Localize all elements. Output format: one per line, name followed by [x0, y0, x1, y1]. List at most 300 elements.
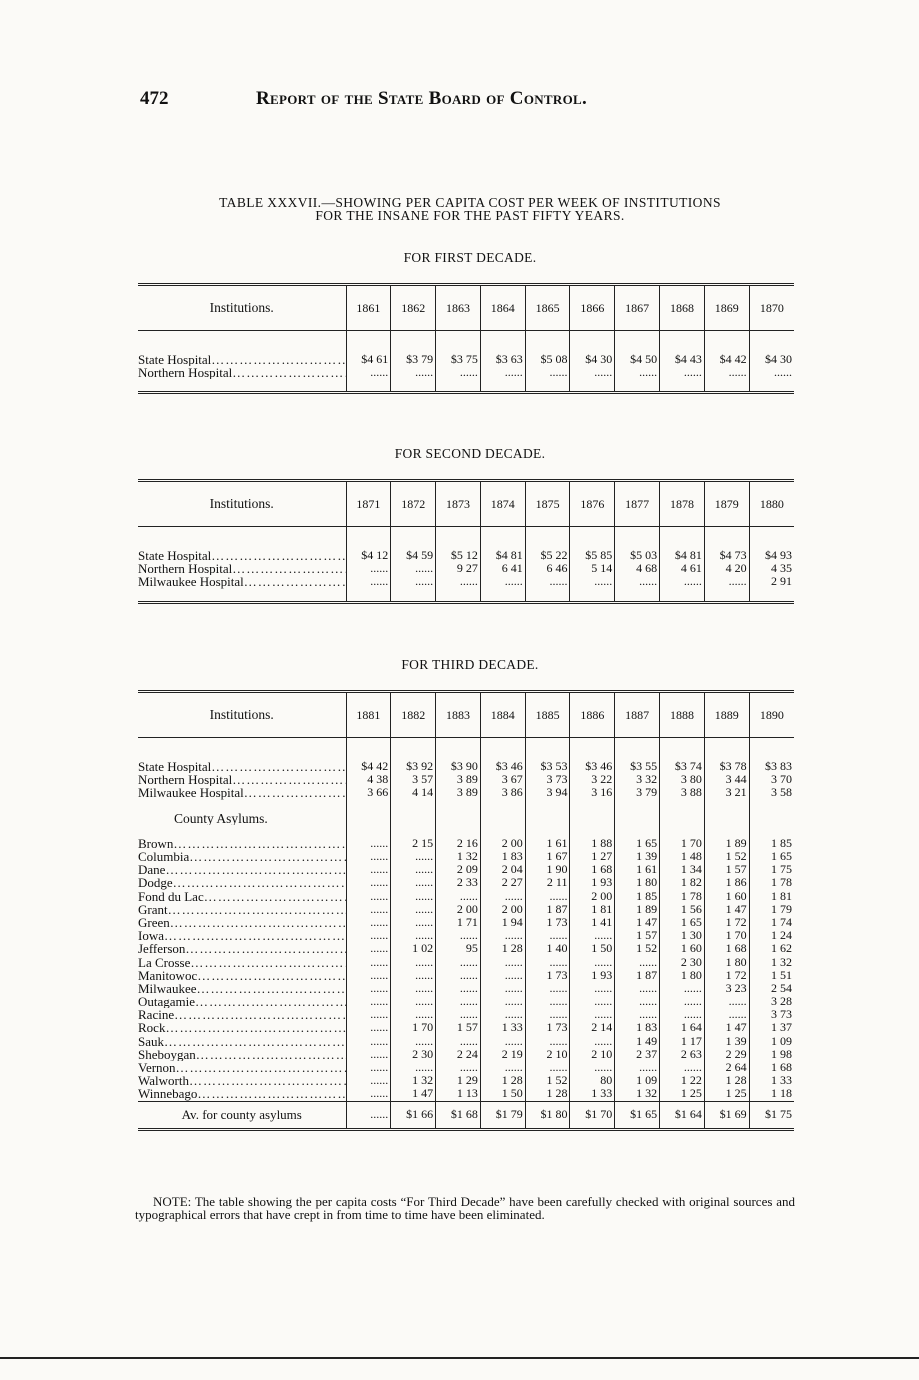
- cost-cell: 1 72: [704, 916, 749, 929]
- spacer-cell: [525, 379, 570, 393]
- cost-cell: 1 85: [615, 890, 660, 903]
- cost-cell: $4 81: [480, 549, 525, 562]
- cost-cell: $3 90: [436, 760, 481, 773]
- year-header: 1889: [704, 692, 749, 738]
- leader-dots: [174, 1008, 346, 1021]
- spacer-cell: [525, 331, 570, 354]
- table-row: [138, 876, 794, 889]
- cost-cell: 1 85: [749, 837, 794, 850]
- bottom-rule-cell: [138, 393, 794, 403]
- cost-cell: 2 09: [436, 863, 481, 876]
- spacer-cell: [615, 331, 660, 354]
- cost-cell: ......: [391, 890, 436, 903]
- average-cell: $1 68: [436, 1101, 481, 1129]
- cost-cell: 1 67: [525, 850, 570, 863]
- spacer-cell: [480, 589, 525, 603]
- cost-cell: 1 34: [660, 863, 705, 876]
- year-header: 1862: [391, 285, 436, 331]
- table-row: [138, 366, 794, 379]
- table-bottom-rule: [138, 602, 794, 612]
- cost-cell: 3 89: [436, 786, 481, 799]
- table-row: [138, 995, 794, 1008]
- cost-cell: ......: [436, 955, 481, 968]
- cost-cell: $3 92: [391, 760, 436, 773]
- spacer-cell: [480, 800, 525, 812]
- spacer-cell: [436, 589, 481, 603]
- header-row: [138, 692, 794, 738]
- cost-cell: 3 73: [525, 773, 570, 786]
- cost-cell: $4 43: [660, 353, 705, 366]
- cost-cell: 4 61: [660, 562, 705, 575]
- year-header: 1879: [704, 481, 749, 527]
- cost-cell: ......: [346, 929, 391, 942]
- cost-cell: 1 32: [391, 1074, 436, 1087]
- cost-cell: ......: [704, 366, 749, 379]
- cost-cell: 2 30: [660, 955, 705, 968]
- blank-cell: [615, 812, 660, 825]
- cost-cell: $4 81: [660, 549, 705, 562]
- institution-label: Manitowoc: [138, 968, 198, 982]
- column-header-institutions: Institutions.: [209, 707, 274, 722]
- cost-cell: 1 73: [525, 1021, 570, 1034]
- spacer-cell: [704, 379, 749, 393]
- cost-cell: 1 65: [615, 837, 660, 850]
- table-caption: [130, 196, 810, 222]
- spacer-cell: [704, 800, 749, 812]
- cost-cell: 2 63: [660, 1048, 705, 1061]
- cost-cell: 3 73: [749, 1008, 794, 1021]
- leader-dots: [190, 955, 346, 968]
- spacer-cell: [749, 800, 794, 812]
- cost-cell: 1 47: [391, 1087, 436, 1101]
- leader-dots: [168, 903, 346, 916]
- spacer-cell: [660, 527, 705, 550]
- cost-cell: $5 08: [525, 353, 570, 366]
- spacer-cell: [346, 825, 391, 837]
- institution-label: State Hospital: [138, 549, 212, 563]
- leader-dots: [189, 1074, 346, 1087]
- cost-cell: 1 68: [749, 1061, 794, 1074]
- cost-cell: ......: [570, 1008, 615, 1021]
- cost-cell: 1 64: [660, 1021, 705, 1034]
- cost-cell: 1 28: [480, 942, 525, 955]
- spacer-cell: [660, 825, 705, 837]
- cost-cell: $4 42: [346, 760, 391, 773]
- average-cell: $1 66: [391, 1101, 436, 1129]
- spacer-cell: [749, 738, 794, 761]
- institution-label: Fond du Lac: [138, 889, 204, 903]
- year-header: 1882: [391, 692, 436, 738]
- page-header: [140, 88, 800, 116]
- caption-line-2: FOR THE INSANE FOR THE PAST FIFTY YEARS.: [315, 208, 625, 223]
- cost-cell: 1 62: [749, 942, 794, 955]
- spacer-cell: [346, 331, 391, 354]
- spacer-cell: [480, 379, 525, 393]
- cost-cell: 1 47: [615, 916, 660, 929]
- spacer-row: [138, 379, 794, 393]
- leader-dots: [165, 863, 346, 876]
- table-bottom-rule: [138, 393, 794, 403]
- institution-label: La Crosse: [138, 955, 191, 969]
- cost-cell: ......: [480, 575, 525, 588]
- cost-cell: ......: [436, 1061, 481, 1074]
- cost-cell: ......: [704, 575, 749, 588]
- cost-cell: ......: [480, 969, 525, 982]
- cost-cell: ......: [615, 982, 660, 995]
- header-row: [138, 285, 794, 331]
- cost-cell: 3 21: [704, 786, 749, 799]
- institution-name: [138, 1087, 346, 1101]
- cost-cell: ......: [346, 562, 391, 575]
- spacer-cell: [346, 738, 391, 761]
- table-row: [138, 929, 794, 942]
- cost-cell: 2 91: [749, 575, 794, 588]
- spacer-cell: [704, 738, 749, 761]
- cost-cell: 1 79: [749, 903, 794, 916]
- table-row: [138, 903, 794, 916]
- cost-cell: $4 50: [615, 353, 660, 366]
- spacer-cell: [704, 527, 749, 550]
- cost-cell: 1 32: [749, 955, 794, 968]
- spacer-cell: [138, 589, 346, 603]
- cost-cell: 1 83: [615, 1021, 660, 1034]
- cost-cell: $3 75: [436, 353, 481, 366]
- average-label: Av. for county asylums: [138, 1101, 346, 1129]
- cost-cell: ......: [480, 366, 525, 379]
- second-decade-heading: FOR SECOND DECADE.: [394, 446, 546, 461]
- leader-dots: [196, 1048, 346, 1061]
- cost-cell: 1 80: [660, 969, 705, 982]
- cost-cell: ......: [391, 1008, 436, 1021]
- spacer-cell: [749, 379, 794, 393]
- cost-cell: 1 02: [391, 942, 436, 955]
- subheading-row: [138, 812, 794, 825]
- average-cell: ......: [346, 1101, 391, 1129]
- institution-name: [138, 1021, 346, 1034]
- leader-dots: [211, 549, 346, 562]
- cost-cell: 1 39: [704, 1035, 749, 1048]
- table-row: [138, 982, 794, 995]
- spacer-row: [138, 331, 794, 354]
- institution-label: Northern Hospital: [138, 562, 233, 576]
- cost-cell: 1 48: [660, 850, 705, 863]
- cost-cell: ......: [704, 995, 749, 1008]
- cost-cell: ......: [525, 995, 570, 1008]
- cost-cell: ......: [346, 575, 391, 588]
- leader-dots: [173, 876, 346, 889]
- county-asylums-subheading: County Asylums.: [174, 811, 268, 825]
- spacer-cell: [570, 527, 615, 550]
- cost-cell: $4 73: [704, 549, 749, 562]
- table-row: [138, 863, 794, 876]
- cost-cell: 1 60: [660, 942, 705, 955]
- spacer-cell: [391, 527, 436, 550]
- leader-dots: [232, 366, 346, 379]
- footnote-text: NOTE: The table showing the per capita costs “For Third Decade” have been carefully checked with original sources and typographical errors that have crept in from time to time have been eliminated.: [135, 1194, 795, 1222]
- blank-cell: [749, 812, 794, 825]
- cost-cell: 1 33: [480, 1021, 525, 1034]
- cost-cell: 2 00: [436, 903, 481, 916]
- cost-cell: 6 46: [525, 562, 570, 575]
- leader-dots: [244, 786, 346, 799]
- cost-cell: ......: [346, 890, 391, 903]
- spacer-cell: [615, 800, 660, 812]
- leader-dots: [195, 995, 346, 1008]
- cost-cell: 3 66: [346, 786, 391, 799]
- cost-cell: 1 61: [615, 863, 660, 876]
- cost-cell: 1 33: [749, 1074, 794, 1087]
- cost-cell: 3 44: [704, 773, 749, 786]
- institution-name: [138, 1035, 346, 1048]
- leader-dots: [232, 773, 346, 786]
- cost-cell: $3 83: [749, 760, 794, 773]
- cost-cell: ......: [615, 1061, 660, 1074]
- cost-cell: ......: [615, 1008, 660, 1021]
- cost-cell: ......: [436, 969, 481, 982]
- cost-cell: 3 94: [525, 786, 570, 799]
- cost-cell: 1 88: [570, 837, 615, 850]
- cost-cell: 1 57: [704, 863, 749, 876]
- cost-cell: $4 93: [749, 549, 794, 562]
- year-header: 1868: [660, 285, 705, 331]
- cost-cell: $3 46: [570, 760, 615, 773]
- cost-cell: 2 15: [391, 837, 436, 850]
- cost-cell: ......: [346, 1008, 391, 1021]
- cost-cell: 1 87: [525, 903, 570, 916]
- institution-name: [138, 549, 346, 562]
- spacer-cell: [704, 331, 749, 354]
- institution-label: Milwaukee Hospital: [138, 786, 244, 800]
- table-row: [138, 850, 794, 863]
- cost-cell: 1 56: [660, 903, 705, 916]
- cost-cell: ......: [525, 1035, 570, 1048]
- cost-cell: ......: [346, 1021, 391, 1034]
- spacer-cell: [346, 589, 391, 603]
- cost-cell: ......: [480, 890, 525, 903]
- institution-label: State Hospital: [138, 353, 212, 367]
- cost-cell: $3 74: [660, 760, 705, 773]
- institution-name: [138, 969, 346, 982]
- cost-cell: 1 40: [525, 942, 570, 955]
- cost-cell: 2 33: [436, 876, 481, 889]
- cost-cell: 1 47: [704, 1021, 749, 1034]
- cost-cell: 1 90: [525, 863, 570, 876]
- spacer-cell: [436, 738, 481, 761]
- cost-cell: ......: [391, 366, 436, 379]
- cost-cell: ......: [346, 366, 391, 379]
- institution-label: Grant: [138, 902, 168, 916]
- spacer-cell: [615, 527, 660, 550]
- leader-dots: [173, 837, 346, 850]
- year-header: 1887: [615, 692, 660, 738]
- spacer-cell: [570, 738, 615, 761]
- spacer-cell: [525, 589, 570, 603]
- cost-cell: ......: [480, 1061, 525, 1074]
- cost-cell: ......: [525, 575, 570, 588]
- cost-cell: 1 68: [704, 942, 749, 955]
- caption-line-1: TABLE XXXVII.—SHOWING PER CAPITA COST PER WEEK OF INSTITUTIONS: [219, 195, 721, 210]
- year-header: 1874: [480, 481, 525, 527]
- spacer-cell: [391, 589, 436, 603]
- spacer-cell: [525, 825, 570, 837]
- footnote: [135, 1195, 795, 1221]
- cost-cell: 2 14: [570, 1021, 615, 1034]
- year-header: 1866: [570, 285, 615, 331]
- spacer-cell: [749, 331, 794, 354]
- cost-cell: 1 57: [615, 929, 660, 942]
- spacer-cell: [480, 738, 525, 761]
- bottom-rule-cell: [138, 1129, 794, 1139]
- cost-cell: 1 28: [480, 1074, 525, 1087]
- cost-cell: 3 23: [704, 982, 749, 995]
- spacer-cell: [346, 527, 391, 550]
- cost-cell: 1 28: [525, 1087, 570, 1101]
- institution-name: [138, 562, 346, 575]
- cost-cell: 1 80: [704, 955, 749, 968]
- spacer-cell: [570, 379, 615, 393]
- institution-label: Columbia: [138, 849, 190, 864]
- spacer-cell: [749, 589, 794, 603]
- cost-cell: 1 70: [660, 837, 705, 850]
- cost-cell: 1 65: [749, 850, 794, 863]
- cost-cell: ......: [346, 863, 391, 876]
- institution-label: Winnebago: [138, 1087, 198, 1101]
- leader-dots: [197, 1087, 346, 1101]
- cost-cell: $3 46: [480, 760, 525, 773]
- blank-cell: [346, 812, 391, 825]
- cost-cell: 1 82: [660, 876, 705, 889]
- cost-cell: 2 00: [570, 890, 615, 903]
- institution-label: Dodge: [138, 876, 173, 890]
- spacer-cell: [660, 800, 705, 812]
- cost-cell: ......: [436, 366, 481, 379]
- institution-name: [138, 929, 346, 942]
- cost-cell: 4 20: [704, 562, 749, 575]
- cost-cell: 3 32: [615, 773, 660, 786]
- leader-dots: [170, 916, 346, 929]
- spacer-row: [138, 527, 794, 550]
- cost-cell: 3 89: [436, 773, 481, 786]
- spacer-cell: [480, 331, 525, 354]
- cost-cell: 1 50: [570, 942, 615, 955]
- table-row: [138, 916, 794, 929]
- spacer-cell: [480, 825, 525, 837]
- table-row: [138, 942, 794, 955]
- spacer-cell: [346, 379, 391, 393]
- leader-dots: [189, 850, 346, 863]
- cost-cell: ......: [704, 1008, 749, 1021]
- institution-name: [138, 876, 346, 889]
- cost-cell: ......: [570, 955, 615, 968]
- year-header: 1870: [749, 285, 794, 331]
- cost-cell: ......: [480, 1035, 525, 1048]
- institution-label: Northern Hospital: [138, 366, 233, 380]
- institution-name: [138, 773, 346, 786]
- cost-cell: ......: [391, 995, 436, 1008]
- table-bottom-rule: [138, 1129, 794, 1139]
- table-row: [138, 773, 794, 786]
- cost-cell: 1 18: [749, 1087, 794, 1101]
- spacer-cell: [138, 738, 346, 761]
- institution-name: [138, 1008, 346, 1021]
- spacer-cell: [525, 738, 570, 761]
- leader-dots: [211, 353, 346, 366]
- cost-cell: 1 70: [704, 929, 749, 942]
- header-row: [138, 481, 794, 527]
- cost-cell: $4 12: [346, 549, 391, 562]
- cost-cell: 3 88: [660, 786, 705, 799]
- institution-name: [138, 995, 346, 1008]
- cost-cell: 3 58: [749, 786, 794, 799]
- cost-cell: ......: [346, 1048, 391, 1061]
- column-header-institutions: Institutions.: [209, 496, 274, 511]
- spacer-cell: [615, 589, 660, 603]
- cost-cell: 1 51: [749, 969, 794, 982]
- cost-cell: 1 65: [660, 916, 705, 929]
- year-header: 1872: [391, 481, 436, 527]
- leader-dots: [185, 942, 346, 955]
- cost-cell: ......: [660, 995, 705, 1008]
- institution-name: [138, 786, 346, 799]
- cost-cell: 1 98: [749, 1048, 794, 1061]
- cost-cell: ......: [391, 876, 436, 889]
- average-cell: $1 79: [480, 1101, 525, 1129]
- cost-cell: ......: [615, 995, 660, 1008]
- cost-cell: ......: [660, 575, 705, 588]
- cost-cell: 2 37: [615, 1048, 660, 1061]
- year-header: 1885: [525, 692, 570, 738]
- cost-cell: 1 39: [615, 850, 660, 863]
- cost-cell: ......: [660, 1008, 705, 1021]
- cost-cell: 1 47: [704, 903, 749, 916]
- institution-name: [138, 1061, 346, 1074]
- cost-cell: 1 81: [570, 903, 615, 916]
- year-header: 1888: [660, 692, 705, 738]
- cost-cell: ......: [436, 995, 481, 1008]
- cost-cell: ......: [525, 982, 570, 995]
- spacer-cell: [138, 331, 346, 354]
- institution-label: Rock: [138, 1021, 166, 1035]
- cost-cell: ......: [346, 955, 391, 968]
- cost-cell: 9 27: [436, 562, 481, 575]
- cost-cell: ......: [391, 916, 436, 929]
- cost-cell: 3 22: [570, 773, 615, 786]
- spacer-cell: [660, 738, 705, 761]
- cost-cell: 4 68: [615, 562, 660, 575]
- spacer-cell: [436, 527, 481, 550]
- cost-cell: 2 64: [704, 1061, 749, 1074]
- table-row: [138, 1061, 794, 1074]
- table-row: [138, 353, 794, 366]
- cost-cell: ......: [391, 850, 436, 863]
- cost-cell: 2 27: [480, 876, 525, 889]
- cost-cell: ......: [391, 575, 436, 588]
- institution-name: [138, 942, 346, 955]
- cost-cell: ......: [615, 366, 660, 379]
- institution-label: Dane: [138, 863, 166, 877]
- bottom-rule-cell: [138, 602, 794, 612]
- cost-cell: 1 86: [704, 876, 749, 889]
- institution-label: Green: [138, 915, 170, 930]
- spacer-cell: [704, 589, 749, 603]
- cost-cell: ......: [346, 982, 391, 995]
- leader-dots: [197, 969, 346, 982]
- cost-cell: ......: [480, 929, 525, 942]
- spacer-cell: [138, 379, 346, 393]
- cost-cell: ......: [391, 929, 436, 942]
- spacer-cell: [391, 825, 436, 837]
- cost-cell: $5 22: [525, 549, 570, 562]
